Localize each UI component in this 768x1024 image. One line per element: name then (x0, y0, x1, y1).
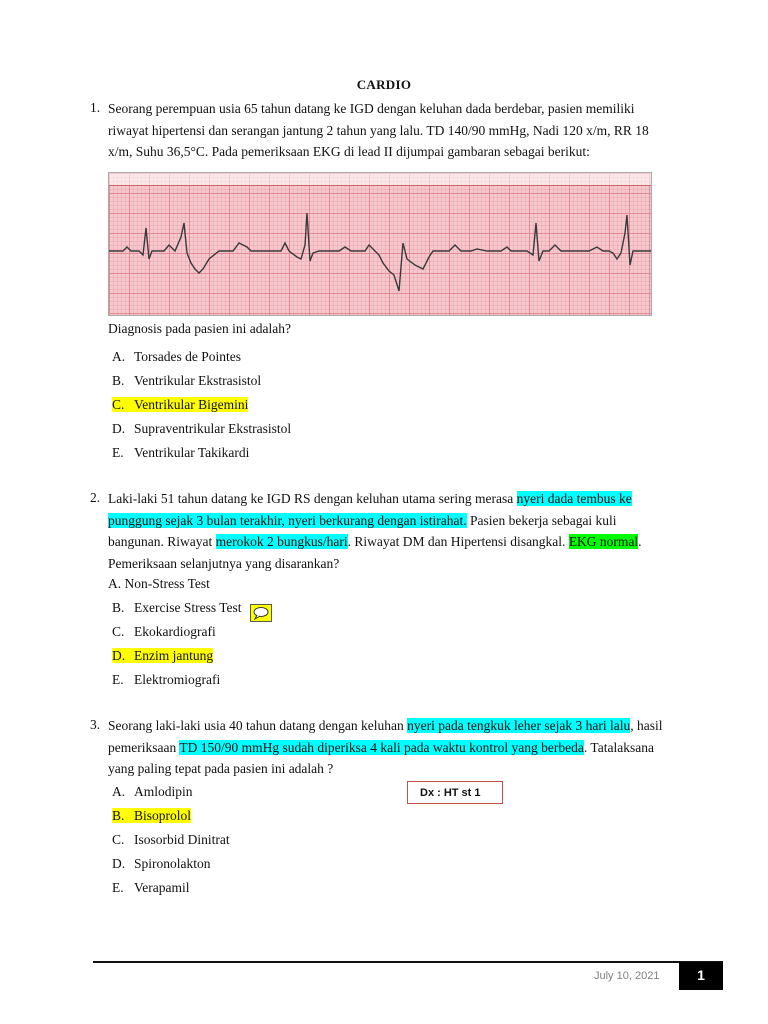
page-title: CARDIO (356, 77, 412, 92)
ekg-trace (109, 173, 651, 315)
question-1-number: 1. (90, 100, 101, 115)
footer-date: July 10, 2021 (594, 970, 660, 982)
q1-option-c[interactable]: C. Ventrikular Bigemini (112, 397, 249, 412)
q2-option-a[interactable]: A. Non-Stress Test (108, 576, 210, 591)
question-3-number: 3. (90, 717, 101, 732)
question-1-line-3: x/m, Suhu 36,5°C. Pada pemeriksaan EKG di lead II dijumpai gambaran sebagai berikut: (108, 144, 590, 159)
ekg-strip-image (108, 172, 652, 316)
diagnosis-note-box: Dx : HT st 1 (407, 781, 503, 804)
q3-option-b[interactable]: B. Bisoprolol (112, 808, 192, 823)
q1-option-a[interactable]: A. Torsades de Pointes (112, 349, 242, 364)
question-2-stem: Laki-laki 51 tahun datang ke IGD RS dengan keluhan utama sering merasa nyeri dada tembus ke punggung sejak 3 bulan terakhir, nyeri berkurang dengan istirahat. Pasien bekerja sebagai kuli bangunan. Riwayat merokok 2 bungkus/hari. Riwayat DM dan Hipertensi disangkal. EKG normal. Pemeriksaan selanjutnya yang disarankan? (108, 491, 642, 571)
question-1-line-1: Seorang perempuan usia 65 tahun datang ke IGD dengan keluhan dada berdebar, pasien memiliki (108, 101, 635, 116)
q3-option-d[interactable]: D. Spironolakton (112, 856, 211, 871)
q1-option-e[interactable]: E. Ventrikular Takikardi (112, 445, 250, 460)
q2-option-e[interactable]: E. Elektromiografi (112, 672, 221, 687)
q3-option-a[interactable]: A. Amlodipin (112, 784, 193, 799)
question-1-line-2: riwayat hipertensi dan serangan jantung 2 tahun yang lalu. TD 140/90 mmHg, Nadi 120 x/m, RR 18 (108, 122, 649, 138)
question-3-stem: Seorang laki-laki usia 40 tahun datang dengan keluhan nyeri pada tengkuk leher sejak 3 hari lalu, hasil pemeriksaan TD 150/90 mmHg sudah diperiksa 4 kali pada waktu kontrol yang berbeda. Tatalaksana yang paling tepat pada pasien ini adalah ? (108, 718, 663, 776)
footer-divider (93, 961, 723, 963)
question-1-stem (108, 98, 678, 163)
q2-option-d[interactable]: D. Enzim jantung (112, 648, 214, 663)
q3-option-e[interactable]: E. Verapamil (112, 880, 190, 895)
q1-option-b[interactable]: B. Ventrikular Ekstrasistol (112, 373, 262, 388)
comment-bubble-icon[interactable] (250, 604, 272, 622)
question-2-number: 2. (90, 490, 101, 505)
page-number: 1 (679, 962, 723, 990)
q2-option-c[interactable]: C. Ekokardiografi (112, 624, 216, 639)
q1-option-d[interactable]: D. Supraventrikular Ekstrasistol (112, 421, 292, 436)
question-1-prompt: Diagnosis pada pasien ini adalah? (108, 321, 291, 336)
q2-option-b[interactable]: B. Exercise Stress Test (112, 600, 242, 615)
q3-option-c[interactable]: C. Isosorbid Dinitrat (112, 832, 230, 847)
